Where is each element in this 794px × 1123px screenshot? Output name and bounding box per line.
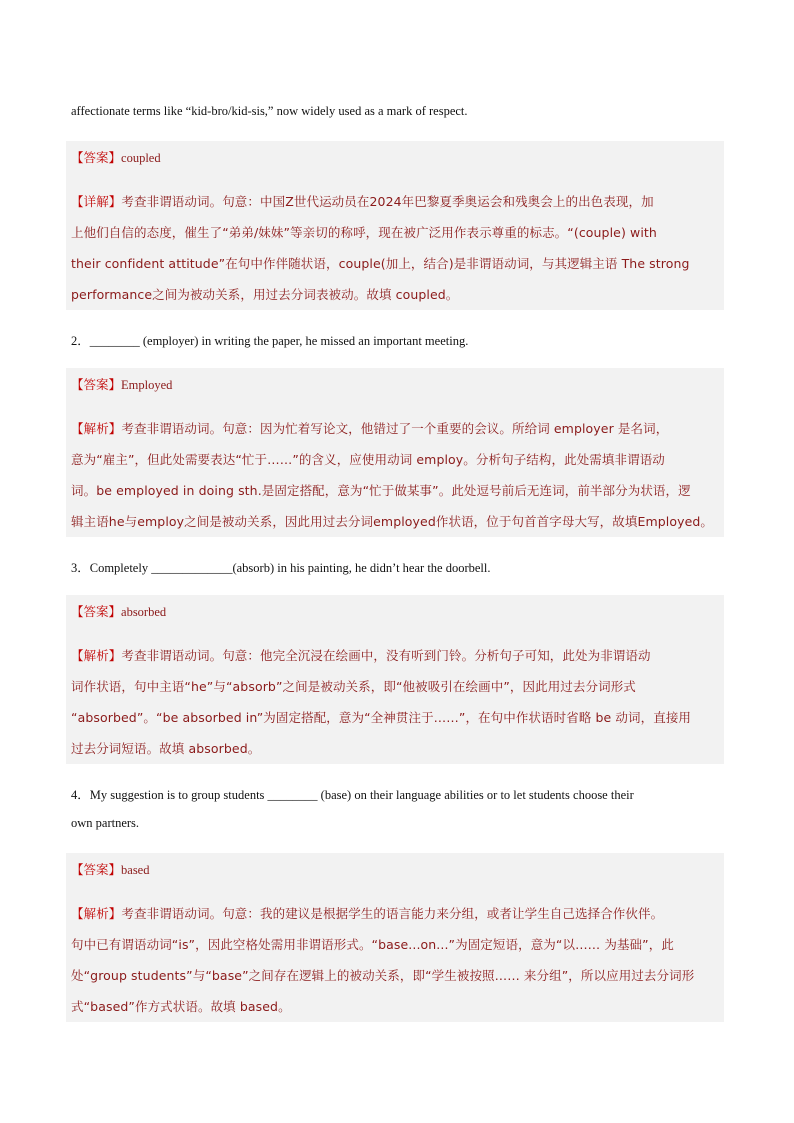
q2-question: 2．________ (employer) in writing the paper, he missed an important meeting. (71, 334, 469, 348)
q3-explain-line-3: “absorbed”。“be absorbed in”为固定搭配，意为“全神贯注于……”，在句中作状语时省略 be 动词，直接用 (71, 710, 692, 725)
q3-explain-line-4: 过去分词短语。故填 absorbed。 (71, 741, 261, 756)
answer-value: based (121, 863, 150, 877)
answer-value: coupled (121, 151, 161, 165)
q2-answer (71, 375, 172, 393)
explain-tag: 【解析】 (71, 906, 122, 921)
answer-value: absorbed (121, 605, 167, 619)
q1-explain-line-3: their confident attitude”在句中作伴随状语，couple(加上，结合)是非谓语动词，与其逻辑主语 The strong (71, 256, 690, 271)
answer-tag: 【答案】 (71, 863, 122, 877)
q2-explain-line-1: 【解析】考查非谓语动词。句意：因为忙着写论文，他错过了一个重要的会议。所给词 employer 是名词， (71, 421, 669, 436)
answer-tag: 【答案】 (71, 151, 122, 165)
intro-line: affectionate terms like “kid-bro/kid-sis,” now widely used as a mark of respect. (71, 104, 468, 118)
q1-explain-line-2: 上他们自信的态度，催生了“弟弟/妹妹”等亲切的称呼，现在被广泛用作表示尊重的标志。“(couple) with (71, 225, 657, 240)
q3-explain-line-2: 词作状语，句中主语“he”与“absorb”之间是被动关系，即“他被吸引在绘画中”，因此用过去分词形式 (71, 679, 636, 694)
q4-explain-line-1: 【解析】考查非谓语动词。句意：我的建议是根据学生的语言能力来分组，或者让学生自己选择合作伙伴。 (71, 906, 664, 921)
q4-explain-line-3: 处“group students”与“base”之间存在逻辑上的被动关系，即“学生被按照…… 来分组”，所以应用过去分词形 (71, 968, 695, 983)
q3-question: 3．Completely _____________(absorb) in his painting, he didn’t hear the doorbell. (71, 561, 491, 575)
explain-tag: 【详解】 (71, 194, 122, 209)
explain-tag: 【解析】 (71, 421, 122, 436)
q1-answer (71, 148, 161, 166)
q3-explain-line-1: 【解析】考查非谓语动词。句意：他完全沉浸在绘画中，没有听到门铃。分析句子可知，此处为非谓语动 (71, 648, 651, 663)
q4-question-line-2: own partners. (71, 816, 140, 830)
answer-tag: 【答案】 (71, 378, 122, 392)
q1-explain-line-4: performance之间为被动关系，用过去分词表被动。故填 coupled。 (71, 287, 459, 302)
q4-explain-line-4: 式“based”作方式状语。故填 based。 (71, 999, 291, 1014)
q4-question-line-1: 4．My suggestion is to group students ________ (base) on their language abilities or to let students choose their (71, 788, 634, 802)
q2-explain-line-2: 意为“雇主”，但此处需要表达“忙于……”的含义，应使用动词 employ。分析句子结构，此处需填非谓语动 (71, 452, 665, 467)
q3-answer (71, 602, 166, 620)
q2-explain-line-4: 辑主语he与employ之间是被动关系，因此用过去分词employed作状语，位于句首首字母大写，故填Employed。 (71, 514, 714, 529)
q2-explain-line-3: 词。be employed in doing sth.是固定搭配，意为“忙于做某事”。此处逗号前后无连词，前半部分为状语，逻 (71, 483, 691, 498)
q4-explain-line-2: 句中已有谓语动词“is”，因此空格处需用非谓语形式。“base...on...”为固定短语，意为“以…… 为基础”，此 (71, 937, 674, 952)
explain-tag: 【解析】 (71, 648, 122, 663)
answer-value: Employed (121, 378, 173, 392)
answer-tag: 【答案】 (71, 605, 122, 619)
q4-answer (71, 860, 149, 878)
q1-explain-line-1: 【详解】考查非谓语动词。句意：中国Z世代运动员在2024年巴黎夏季奥运会和残奥会上的出色表现，加 (71, 194, 654, 209)
